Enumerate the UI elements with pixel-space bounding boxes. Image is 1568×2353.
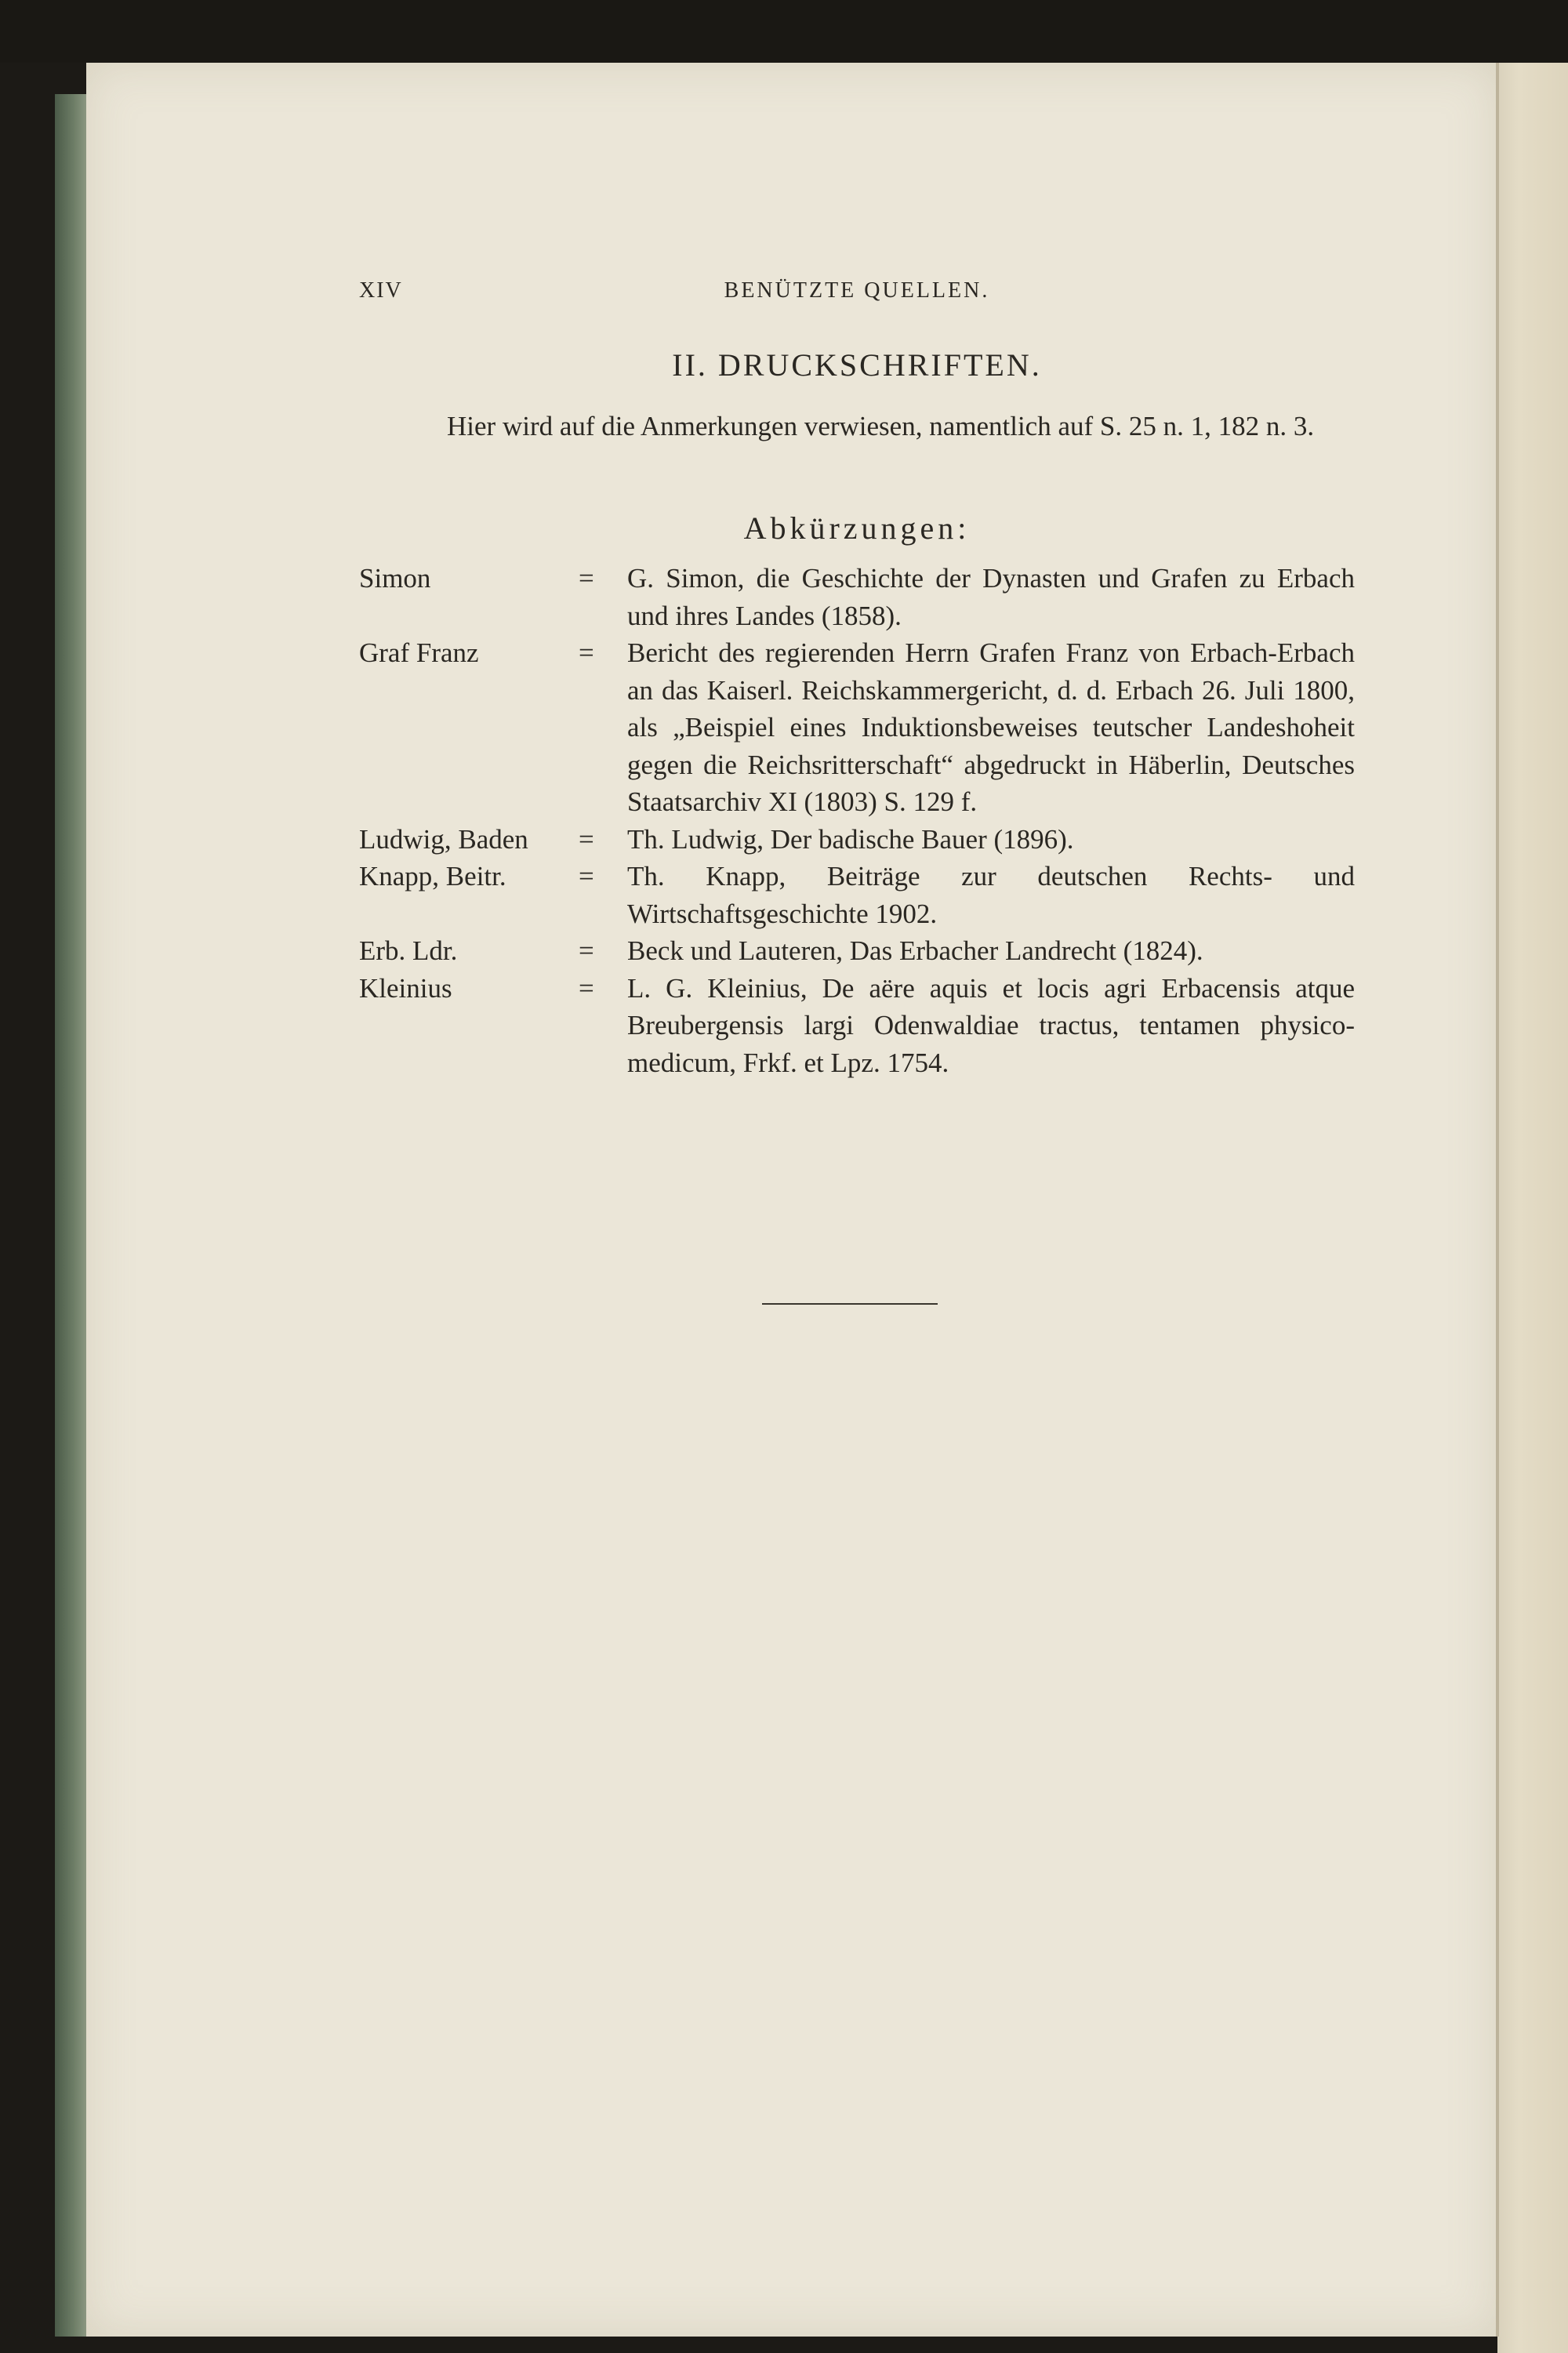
abbreviation-term: Simon: [359, 563, 431, 594]
facing-page-edge: [1497, 63, 1568, 2353]
book-page: [86, 63, 1497, 2337]
abbreviation-description: Bericht des regierenden Herrn Grafen Franz von Erbach-Erbach an das Kaiserl. Reichskammergericht, d. d. Erbach 26. Juli 1800, als „Beispiel eines Induktionsbeweises teutscher Landeshoheit gegen die Reichsritterschaft“ abgedruckt in Häberlin, Deutsches Staatsarchiv XI (1803) S. 129 f.: [627, 637, 1355, 817]
page-number: XIV: [359, 278, 403, 303]
abbreviation-description: Th. Ludwig, Der badische Bauer (1896).: [627, 823, 1074, 855]
abbreviation-list: [359, 560, 1355, 1081]
abbreviation-term: Graf Franz: [359, 637, 479, 668]
intro-paragraph: Hier wird auf die Anmerkungen verwiesen, namentlich auf S. 25 n. 1, 182 n. 3.: [447, 411, 1315, 441]
abbreviation-entry: [359, 821, 1355, 859]
abbreviations-heading: Abkürzungen:: [743, 510, 971, 546]
scan-background-top: [0, 0, 1568, 63]
abbreviation-entry: [359, 970, 1355, 1082]
abbreviation-entry: [359, 560, 1355, 634]
equals-sign: =: [579, 861, 594, 891]
abbreviation-entry: [359, 634, 1355, 821]
abbreviation-description: Beck und Lauteren, Das Erbacher Landrecht (1824).: [627, 935, 1203, 966]
page-gutter: [1496, 63, 1499, 2337]
running-title: BENÜTZTE QUELLEN.: [724, 278, 990, 303]
equals-sign: =: [579, 637, 594, 668]
equals-sign: =: [579, 563, 594, 594]
abbreviation-term: Kleinius: [359, 972, 452, 1004]
abbreviation-term: Erb. Ldr.: [359, 935, 458, 966]
abbreviation-term: Ludwig, Baden: [359, 823, 528, 855]
abbreviation-term: Knapp, Beitr.: [359, 861, 506, 891]
end-rule: [762, 1303, 938, 1305]
abbreviation-description: L. G. Kleinius, De aëre aquis et locis agri Erbacensis atque Breubergensis largi Odenwaldiae tractus, tentamen physico-medicum, Frkf. et Lpz. 1754.: [627, 972, 1355, 1078]
equals-sign: =: [579, 823, 594, 855]
equals-sign: =: [579, 935, 594, 966]
equals-sign: =: [579, 972, 594, 1004]
abbreviation-description: Th. Knapp, Beiträge zur deutschen Rechts- und Wirtschaftsgeschichte 1902.: [627, 861, 1355, 929]
abbreviation-entry: [359, 858, 1355, 932]
abbreviation-description: G. Simon, die Geschichte der Dynasten und Grafen zu Erbach und ihres Landes (1858).: [627, 563, 1355, 631]
section-heading: II. DRUCKSCHRIFTEN.: [672, 347, 1042, 383]
abbreviation-entry: [359, 932, 1355, 970]
